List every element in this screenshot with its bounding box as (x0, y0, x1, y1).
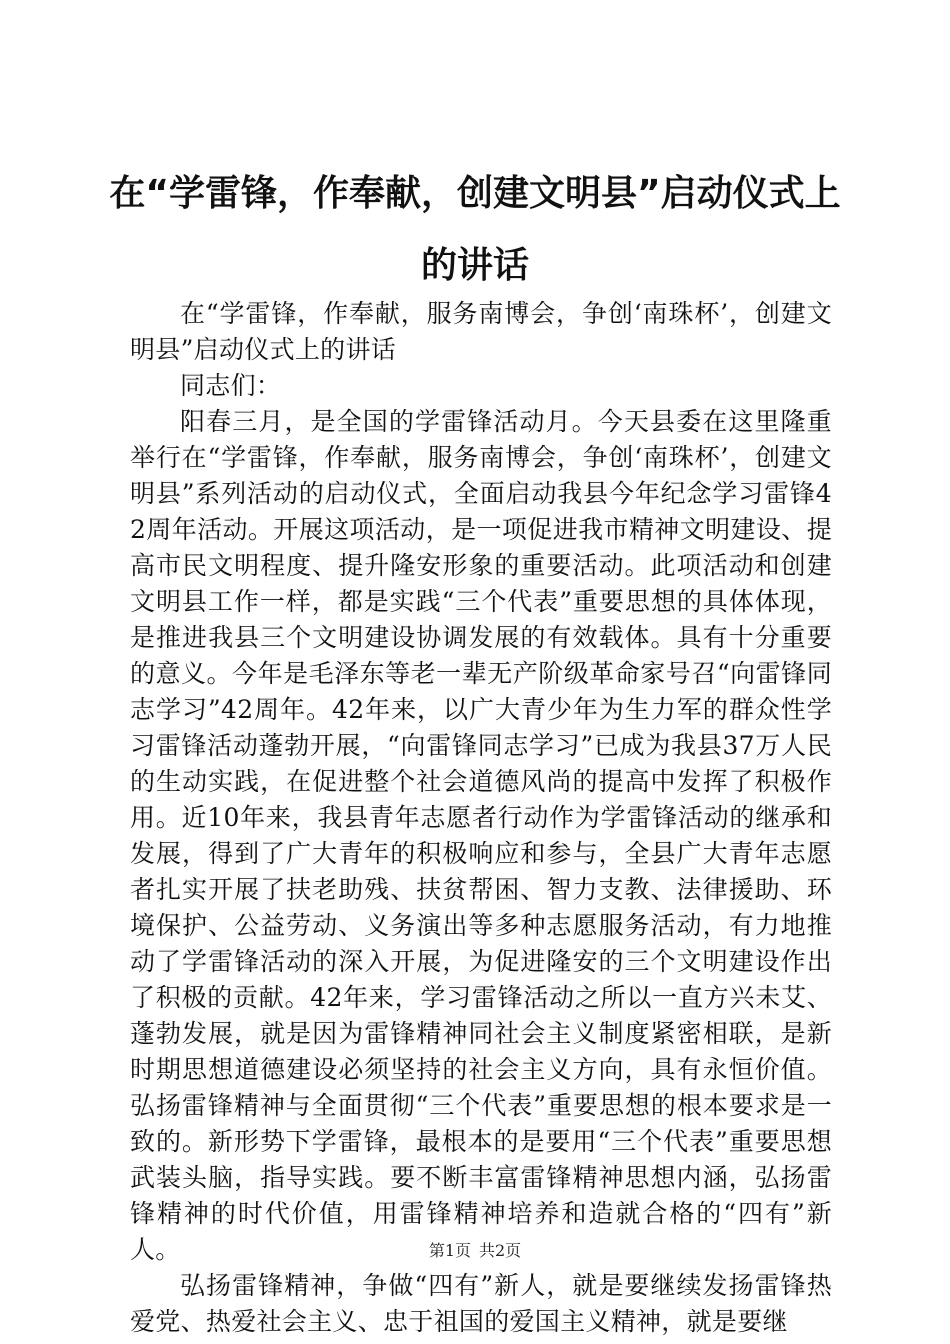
page-number: 第1页 (428, 1241, 471, 1260)
paragraph-main: 阳春三月，是全国的学雷锋活动月。今天县委在这里隆重举行在“学雷锋，作奉献，服务南博会，争创‘南珠杯’，创建文明县”系列活动的启动仪式，全面启动我县今年纪念学习雷锋42周年活动。开展这项活动，是一项促进我市精神文明建设、提高市民文明程度、提升隆安形象的重要活动。此项活动和创建文明县工作一样，都是实践“三个代表”重要思想的具体体现，是推进我县三个文明建设协调发展的有效载体。具有十分重要的意义。今年是毛泽东等老一辈无产阶级革命家号召“向雷锋同志学习”42周年。42年来，以广大青少年为生力军的群众性学习雷锋活动蓬勃开展，“向雷锋同志学习”已成为我县37万人民的生动实践，在促进整个社会道德风尚的提高中发挥了积极作用。近10年来，我县青年志愿者行动作为学雷锋活动的继承和发展，得到了广大青年的积极响应和参与，全县广大青年志愿者扎实开展了扶老助残、扶贫帮困、智力支教、法律援助、环境保护、公益劳动、义务演出等多种志愿服务活动，有力地推动了学雷锋活动的深入开展，为促进隆安的三个文明建设作出了积极的贡献。42年来，学习雷锋活动之所以一直方兴未艾、蓬勃发展，就是因为雷锋精神同社会主义制度紧密相联，是新时期思想道德建设必须坚持的社会主义方向，具有永恒价值。弘扬雷锋精神与全面贯彻“三个代表”重要思想的根本要求是一致的。新形势下学雷锋，最根本的是要用“三个代表”重要思想武装头脑，指导实践。要不断丰富雷锋精神思想内涵，弘扬雷锋精神的时代价值，用雷锋精神培养和造就合格的“四有”新人。 (130, 407, 832, 1264)
paragraph-salutation: 同志们： (180, 371, 282, 400)
document-title: 在“学雷锋，作奉献，创建文明县”启动仪式上的讲话 (109, 173, 841, 286)
page-total: 共2页 (479, 1241, 522, 1260)
page-footer (0, 1240, 950, 1262)
document-body (130, 296, 832, 1340)
paragraph-heading-restated: 在“学雷锋，作奉献，服务南博会，争创‘南珠杯’，创建文明县”启动仪式上的讲话 (130, 299, 832, 364)
paragraph-continuation: 弘扬雷锋精神，争做“四有”新人，就是要继续发扬雷锋热爱党、热爱社会主义、忠于祖国的爱国主义精神，就是要继 (130, 1271, 832, 1336)
